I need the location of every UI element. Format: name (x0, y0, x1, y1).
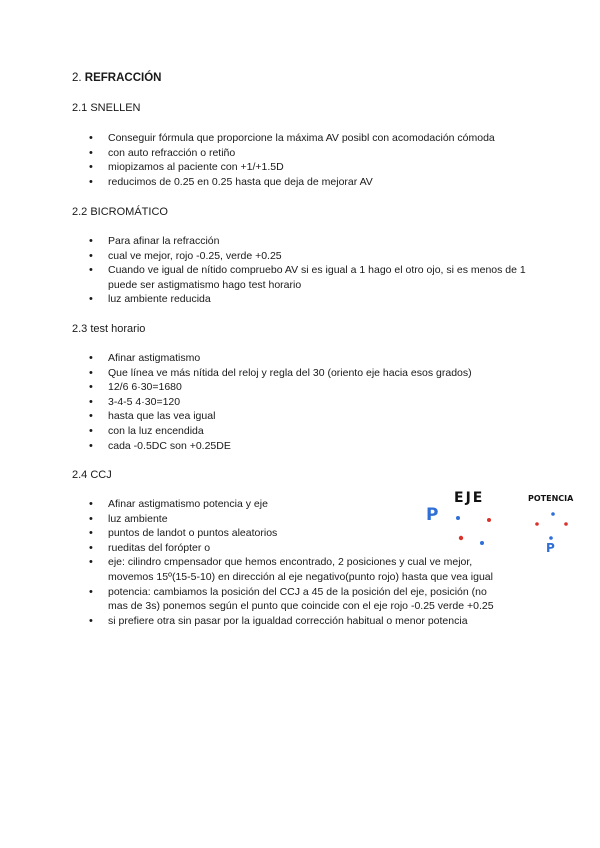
list-item: • potencia: cambiamos la posición del CCJ a 45 de la posición del eje, posición (no mas de 3s) ponemos según el punto que coincide con el eje rojo -0.25 verde +0.25 (72, 585, 508, 614)
sketch-dot-red (564, 522, 568, 526)
list-item: • Que línea ve más nítida del reloj y regla del 30 (oriento eje hacia esos grados) (72, 366, 532, 381)
list-item: • Conseguir fórmula que proporcione la máxima AV posibl con acomodación cómoda (72, 131, 532, 146)
sketch-label-eje: EJE (454, 490, 485, 506)
bullet-list-bicromatico (72, 234, 532, 307)
title-number: 2. (72, 72, 82, 84)
list-item: • puntos de landot o puntos aleatorios (72, 526, 532, 541)
list-item: • reducimos de 0.25 en 0.25 hasta que deja de mejorar AV (72, 175, 532, 190)
list-item: • rueditas del forópter o (72, 541, 532, 556)
list-item: • cual ve mejor, rojo -0.25, verde +0.25 (72, 249, 532, 264)
section-heading-snellen: 2.1 SNELLEN (72, 102, 141, 114)
sketch-dot-blue (456, 516, 460, 520)
section-heading-bicromatico: 2.2 BICROMÁTICO (72, 206, 168, 218)
list-item: • Afinar astigmatismo (72, 351, 532, 366)
list-item: • miopizamos al paciente con +1/+1.5D (72, 160, 532, 175)
list-item: • si prefiere otra sin pasar por la igualdad corrección habitual o menor potencia (72, 614, 532, 629)
sketch-p-right: P (546, 541, 555, 555)
sketch-dot-blue (551, 512, 555, 516)
page-title (72, 71, 161, 85)
list-item: • luz ambiente (72, 512, 532, 527)
sketch-dot-red (535, 522, 539, 526)
bullet-list-snellen (72, 131, 532, 189)
sketch-dot-red (459, 536, 463, 540)
list-item: • hasta que las vea igual (72, 409, 532, 424)
sketch-dot-blue (480, 541, 484, 545)
title-label: REFRACCIÓN (84, 72, 162, 84)
list-item: • Afinar astigmatismo potencia y eje (72, 497, 532, 512)
sketch-dot-blue (549, 536, 553, 540)
list-item: • con la luz encendida (72, 424, 532, 439)
list-item: • eje: cilindro cmpensador que hemos encontrado, 2 posiciones y cual ve mejor, movemos 15º(15-5-10) en dirección al eje negativo(punto rojo) hasta que vea igual (72, 555, 498, 584)
list-item: • luz ambiente reducida (72, 292, 532, 307)
list-item: • Para afinar la refracción (72, 234, 532, 249)
list-item: • con auto refracción o retiño (72, 146, 532, 161)
list-item: • cada -0.5DC son +0.25DE (72, 439, 532, 454)
list-item: • 12/6 6·30=1680 (72, 380, 532, 395)
sketch-p-left: P (426, 505, 439, 525)
bullet-list-test-horario (72, 351, 532, 453)
sketch-dot-red (487, 518, 491, 522)
ccj-sketch (418, 480, 588, 560)
section-heading-ccj: 2.4 CCJ (72, 469, 112, 481)
sketch-label-potencia: POTENCIA (528, 494, 574, 503)
section-heading-test-horario: 2.3 test horario (72, 323, 146, 335)
list-item: • Cuando ve igual de nítido compruebo AV si es igual a 1 hago el otro ojo, si es menos de 1 puede ser astigmatismo hago test horario (72, 263, 532, 292)
list-item: • 3-4-5 4·30=120 (72, 395, 532, 410)
